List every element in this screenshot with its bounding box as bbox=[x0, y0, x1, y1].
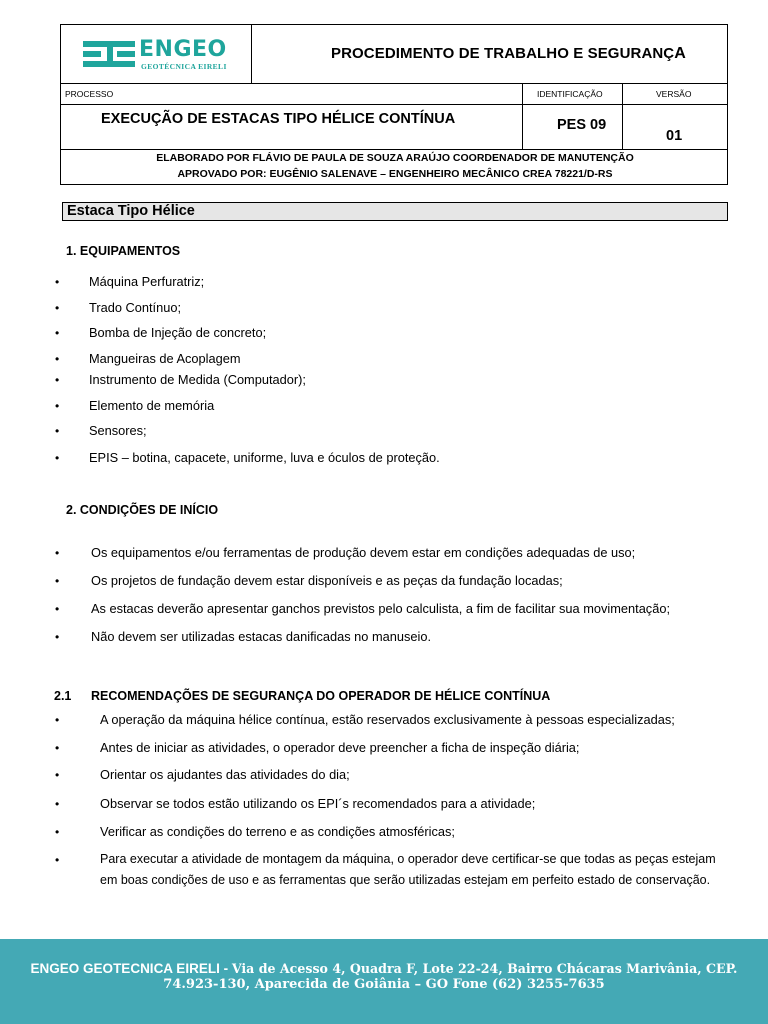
list-item: Orientar os ajudantes das atividades do dia; bbox=[100, 767, 350, 782]
list-item: EPIS – botina, capacete, uniforme, luva e óculos de proteção. bbox=[89, 450, 440, 465]
list-item: Mangueiras de Acoplagem bbox=[89, 351, 241, 366]
bullet-icon: • bbox=[55, 424, 60, 438]
section1-title: 1. EQUIPAMENTOS bbox=[66, 244, 181, 258]
bullet-icon: • bbox=[55, 275, 60, 289]
list-item: Máquina Perfuratriz; bbox=[89, 274, 205, 289]
divider bbox=[61, 149, 727, 150]
list-item: A operação da máquina hélice contínua, estão reservados exclusivamente à pessoas especializadas; bbox=[100, 712, 675, 727]
version-number: 01 bbox=[666, 128, 683, 144]
list-item: Instrumento de Medida (Computador); bbox=[89, 372, 306, 387]
logo-mark-icon bbox=[83, 41, 137, 67]
section-banner bbox=[62, 202, 728, 221]
bullet-icon: • bbox=[55, 825, 60, 839]
bullet-icon: • bbox=[55, 574, 60, 588]
approved-by: APROVADO POR: EUGÊNIO SALENAVE – ENGENHEIRO MECÂNICO CREA 78221/D-RS bbox=[177, 168, 613, 180]
bullet-icon: • bbox=[55, 741, 60, 755]
divider bbox=[61, 104, 727, 105]
bullet-icon: • bbox=[55, 797, 60, 811]
list-item: Para executar a atividade de montagem da máquina, o operador deve certificar-se que todas as peças estejam bbox=[100, 852, 716, 866]
process-title: EXECUÇÃO DE ESTACAS TIPO HÉLICE CONTÍNUA bbox=[101, 111, 456, 127]
list-item: Os projetos de fundação devem estar disponíveis e as peças da fundação locadas; bbox=[91, 573, 563, 588]
divider bbox=[622, 83, 623, 150]
footer-address-1: Via de Acesso 4, Quadra F, Lote 22-24, Bairro Chácaras Marivânia, CEP. bbox=[231, 961, 738, 976]
list-item: Bomba de Injeção de concreto; bbox=[89, 325, 267, 340]
bullet-icon: • bbox=[55, 399, 60, 413]
divider bbox=[61, 83, 727, 84]
bullet-icon: • bbox=[55, 301, 60, 315]
document-title: PROCEDIMENTO DE TRABALHO E SEGURANÇA bbox=[331, 45, 686, 62]
bullet-icon: • bbox=[55, 352, 60, 366]
bullet-icon: • bbox=[55, 602, 60, 616]
page-footer bbox=[0, 939, 768, 1024]
bullet-icon: • bbox=[55, 768, 60, 782]
footer-company: ENGEO GEOTECNICA EIRELI - bbox=[30, 961, 232, 976]
logo-subtitle: GEOTÉCNICA EIRELI bbox=[141, 62, 227, 71]
label-versao: VERSÃO bbox=[656, 89, 692, 99]
bullet-icon: • bbox=[55, 451, 60, 465]
list-item: Os equipamentos e/ou ferramentas de produção devem estar em condições adequadas de uso; bbox=[91, 545, 636, 560]
divider bbox=[251, 25, 252, 84]
elaborated-by: ELABORADO POR FLÁVIO DE PAULA DE SOUZA ARAÚJO COORDENADOR DE MANUTENÇÃO bbox=[156, 152, 634, 164]
bullet-icon: • bbox=[55, 373, 60, 387]
banner-title: Estaca Tipo Hélice bbox=[67, 203, 195, 219]
list-item-continuation: em boas condições de uso e as ferramentas que serão utilizadas estejam em perfeito estado de conservação. bbox=[100, 873, 711, 887]
list-item: Verificar as condições do terreno e as condições atmosféricas; bbox=[100, 824, 455, 839]
list-item: Elemento de memória bbox=[89, 398, 215, 413]
list-item: Não devem ser utilizadas estacas danificadas no manuseio. bbox=[91, 629, 432, 644]
bullet-icon: • bbox=[55, 713, 60, 727]
bullet-icon: • bbox=[55, 326, 60, 340]
company-logo bbox=[83, 39, 233, 73]
header-table bbox=[60, 24, 728, 185]
identification-code: PES 09 bbox=[557, 117, 607, 133]
list-item: Sensores; bbox=[89, 423, 147, 438]
footer-address-2: 74.923-130, Aparecida de Goiânia – GO Fone (62) 3255-7635 bbox=[163, 977, 605, 992]
logo-wordmark: ENGEO bbox=[139, 37, 227, 62]
label-identificacao: IDENTIFICAÇÃO bbox=[537, 89, 603, 99]
section2-title: 2. CONDIÇÕES DE INÍCIO bbox=[66, 503, 219, 517]
bullet-icon: • bbox=[55, 853, 60, 867]
label-processo: PROCESSO bbox=[65, 89, 114, 99]
section21-title: RECOMENDAÇÕES DE SEGURANÇA DO OPERADOR DE HÉLICE CONTÍNUA bbox=[91, 689, 551, 703]
list-item: Antes de iniciar as atividades, o operador deve preencher a ficha de inspeção diária; bbox=[100, 740, 580, 755]
list-item: As estacas deverão apresentar ganchos previstos pelo calculista, a fim de facilitar sua movimentação; bbox=[91, 601, 670, 616]
section21-number: 2.1 bbox=[54, 689, 72, 703]
bullet-icon: • bbox=[55, 630, 60, 644]
footer-line-1 bbox=[0, 961, 768, 976]
list-item: Observar se todos estão utilizando os EPI´s recomendados para a atividade; bbox=[100, 796, 536, 811]
bullet-icon: • bbox=[55, 546, 60, 560]
divider bbox=[522, 83, 523, 150]
list-item: Trado Contínuo; bbox=[89, 300, 182, 315]
